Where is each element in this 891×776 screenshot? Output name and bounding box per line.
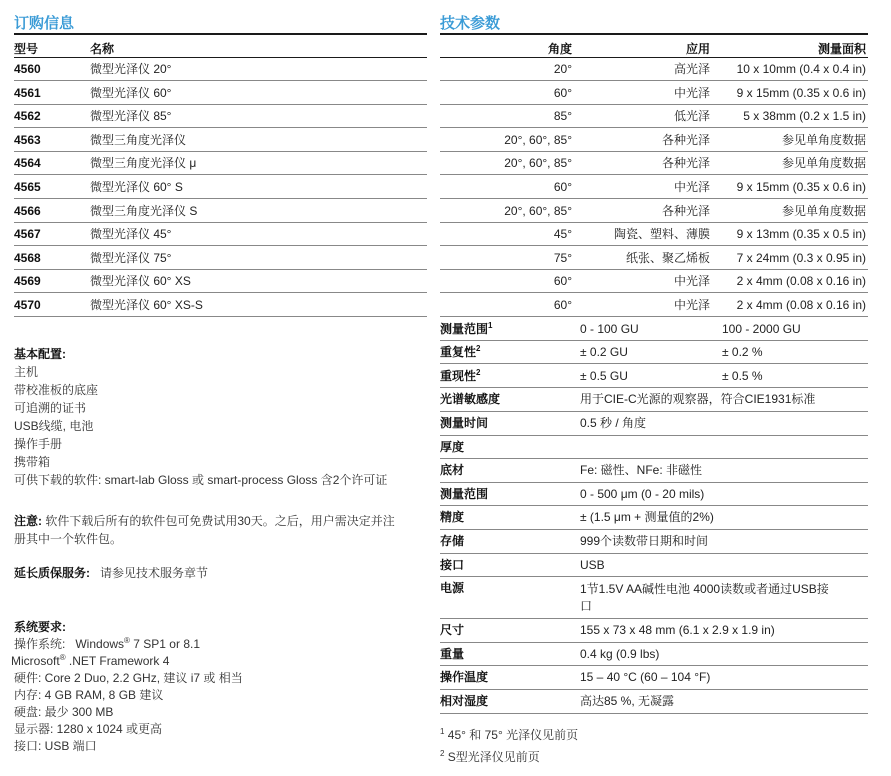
tech-row <box>440 152 868 175</box>
tech-app: 陶瓷、塑料、薄膜 <box>613 227 710 242</box>
order-row <box>14 247 427 270</box>
spec-value: 15 – 40 °C (60 – 104 °F) <box>580 670 711 685</box>
spec-row <box>440 388 868 412</box>
tech-angle: 20°, 60°, 85° <box>504 156 572 171</box>
spec-label: 电源 <box>440 581 465 596</box>
spec-label: 测量范围 <box>440 486 489 501</box>
spec-row <box>440 554 868 578</box>
gu-label: 重复性$^2$ <box>440 344 481 360</box>
tech-angle: 20° <box>553 62 572 76</box>
gu-row <box>440 318 868 341</box>
basic-config-item: 带校准板的底座 <box>14 383 99 397</box>
sysreq-port: 接口: USB 端口 <box>14 739 97 753</box>
spec-label: 测量时间 <box>440 416 489 430</box>
basic-config-item: 可供下载的软件: smart-lab Gloss 或 smart-process Gloss 含2个许可证 <box>14 473 388 487</box>
tech-row <box>440 200 868 223</box>
spec-value: 0.4 kg (0.9 lbs) <box>580 646 660 661</box>
tech-app: 纸张、聚乙烯板 <box>625 250 710 265</box>
tech-row <box>440 105 868 128</box>
order-row <box>14 58 427 81</box>
basic-config-item: USB线缆, 电池 <box>14 419 94 433</box>
order-name: 微型光泽仪 20° <box>90 62 172 76</box>
spec-value: USB <box>580 557 605 572</box>
tech-angle: 75° <box>553 250 572 265</box>
gu-value-1: ± 0.2 GU <box>580 345 628 360</box>
tech-heading-rule <box>440 33 868 35</box>
order-model: 4567 <box>14 227 41 242</box>
tech-row <box>440 270 868 293</box>
basic-config-item: 可追溯的证书 <box>14 401 87 415</box>
tech-app: 高光泽 <box>673 62 710 76</box>
spec-row <box>440 643 868 667</box>
note-block <box>14 512 424 548</box>
spec-value: 0.5 秒 / 角度 <box>580 416 647 430</box>
gu-row <box>440 365 868 388</box>
gu-value-2: ± 0.2 % <box>722 345 763 360</box>
footnote: $^2$ S型光泽仪见前页 <box>440 748 540 764</box>
order-model: 4561 <box>14 85 41 100</box>
tech-row <box>440 129 868 152</box>
spec-label: 尺寸 <box>440 623 465 638</box>
tech-angle: 60° <box>553 274 572 289</box>
tech-app: 中光泽 <box>673 274 710 289</box>
sysreq-framework: Microsoft® .NET Framework 4 <box>11 653 170 668</box>
power-line-2: 口 <box>580 599 593 614</box>
spec-value: ± (1.5 μm + 测量值的2%) <box>580 510 714 525</box>
order-model: 4564 <box>14 156 41 171</box>
tech-area: 9 x 13mm (0.35 x 0.5 in) <box>736 227 866 242</box>
tech-row <box>440 223 868 246</box>
spec-label: 精度 <box>440 510 465 525</box>
spec-row <box>440 506 868 530</box>
spec-label: 厚度 <box>440 439 465 454</box>
order-name: 微型光泽仪 60° XS-S <box>90 298 203 312</box>
tech-app: 中光泽 <box>673 180 710 194</box>
tech-area: 参见单角度数据 <box>781 203 866 218</box>
gu-value-1: ± 0.5 GU <box>580 368 628 383</box>
sysreq-os: 操作系统: Windows® 7 SP1 or 8.1 <box>14 636 200 651</box>
order-model: 4569 <box>14 274 41 289</box>
tech-app: 各种光泽 <box>661 132 710 147</box>
spec-row <box>440 530 868 554</box>
tech-col-app: 应用 <box>685 42 710 56</box>
order-model: 4566 <box>14 203 41 218</box>
note-label: 注意: <box>14 514 42 528</box>
order-row <box>14 223 427 246</box>
tech-angle: 60° <box>553 85 572 100</box>
tech-app: 各种光泽 <box>661 156 710 171</box>
tech-area: 5 x 38mm (0.2 x 1.5 in) <box>743 109 866 124</box>
tech-area: 7 x 24mm (0.3 x 0.95 in) <box>736 250 866 265</box>
gu-label: 测量范围$^1$ <box>440 320 493 336</box>
basic-config-item: 主机 <box>14 365 39 379</box>
note-line-1 <box>14 512 424 530</box>
order-model: 4565 <box>14 180 41 194</box>
order-heading: 订购信息 <box>14 15 75 32</box>
footnote: $^1$ 45° 和 75° 光泽仪见前页 <box>440 726 579 742</box>
order-col-model: 型号 <box>14 42 39 56</box>
order-name: 微型光泽仪 60° XS <box>90 274 191 289</box>
order-row <box>14 270 427 293</box>
tech-row <box>440 82 868 105</box>
order-row <box>14 294 427 317</box>
spec-value-power <box>580 581 866 615</box>
tech-row <box>440 58 868 81</box>
warranty-label: 延长质保服务: <box>14 566 90 580</box>
spec-row <box>440 666 868 690</box>
spec-row <box>440 459 868 483</box>
tech-row <box>440 247 868 270</box>
sysreq-display: 显示器: 1280 x 1024 或更高 <box>14 722 163 736</box>
tech-col-area: 测量面积 <box>817 42 866 56</box>
warranty-block <box>14 564 424 582</box>
spec-value: 用于CIE-C光源的观察器，符合CIE1931标准 <box>580 392 816 407</box>
order-name: 微型光泽仪 45° <box>90 227 172 242</box>
spec-row <box>440 436 868 460</box>
order-name: 微型三角度光泽仪 S <box>90 203 198 218</box>
order-name: 微型光泽仪 60° <box>90 85 172 100</box>
tech-row <box>440 176 868 199</box>
spec-value: 0 - 500 μm (0 - 20 mils) <box>580 486 705 501</box>
tech-area: 9 x 15mm (0.35 x 0.6 in) <box>736 85 866 100</box>
spec-value: Fe: 磁性、NFe: 非磁性 <box>580 463 703 478</box>
order-name: 微型光泽仪 60° S <box>90 180 183 194</box>
gu-value-2: 100 - 2000 GU <box>722 321 801 336</box>
order-model: 4568 <box>14 250 41 265</box>
order-row <box>14 176 427 199</box>
order-name: 微型三角度光泽仪 μ <box>90 156 197 171</box>
tech-angle: 60° <box>553 298 572 312</box>
spec-row <box>440 690 868 714</box>
tech-app: 中光泽 <box>673 298 710 312</box>
tech-area: 参见单角度数据 <box>781 156 866 171</box>
warranty-text: 请参见技术服务章节 <box>100 566 209 580</box>
order-model: 4563 <box>14 132 41 147</box>
tech-angle: 20°, 60°, 85° <box>504 132 572 147</box>
order-heading-rule <box>14 33 427 35</box>
tech-angle: 20°, 60°, 85° <box>504 203 572 218</box>
spec-col-gap <box>576 436 580 459</box>
note-text-2: 册其中一个软件包。 <box>14 532 123 546</box>
order-row <box>14 105 427 128</box>
spec-label: 存储 <box>440 534 465 548</box>
sysreq-memory: 内存: 4 GB RAM, 8 GB 建议 <box>14 688 164 702</box>
tech-area: 9 x 15mm (0.35 x 0.6 in) <box>736 180 866 194</box>
tech-heading: 技术参数 <box>440 15 501 32</box>
order-model: 4560 <box>14 62 41 76</box>
order-name: 微型光泽仪 75° <box>90 250 172 265</box>
order-model: 4570 <box>14 298 41 312</box>
tech-row <box>440 294 868 317</box>
order-model: 4562 <box>14 109 41 124</box>
spec-value: 999个读数带日期和时间 <box>580 534 709 548</box>
order-row <box>14 152 427 175</box>
sysreq-disk: 硬盘: 最少 300 MB <box>14 705 114 719</box>
sysreq-block <box>11 619 424 755</box>
footnote-number: 2 <box>440 748 445 758</box>
footnote-number: 1 <box>440 726 445 736</box>
order-name: 微型光泽仪 85° <box>90 109 172 124</box>
tech-angle: 85° <box>553 109 572 124</box>
spec-row <box>440 412 868 436</box>
spec-value: 155 x 73 x 48 mm (6.1 x 2.9 x 1.9 in) <box>580 623 775 638</box>
spec-label: 底材 <box>440 463 465 478</box>
tech-col-angle: 角度 <box>547 42 572 56</box>
spec-label: 相对湿度 <box>440 694 489 708</box>
order-row <box>14 200 427 223</box>
tech-area: 2 x 4mm (0.08 x 0.16 in) <box>736 274 866 289</box>
spec-label: 光谱敏感度 <box>440 392 501 407</box>
gu-row <box>440 341 868 364</box>
note-text-1: 软件下载后所有的软件包可免费试用30天。之后，用户需决定并注 <box>45 514 395 528</box>
tech-area: 参见单角度数据 <box>781 132 866 147</box>
gu-value-2: ± 0.5 % <box>722 368 763 383</box>
order-name: 微型三角度光泽仪 <box>90 132 187 147</box>
sysreq-title: 系统要求: <box>14 620 66 634</box>
order-row <box>14 82 427 105</box>
gu-value-1: 0 - 100 GU <box>580 321 639 336</box>
tech-area: 10 x 10mm (0.4 x 0.4 in) <box>736 62 866 76</box>
sysreq-hardware: 硬件: Core 2 Duo, 2.2 GHz, 建议 i7 或 相当 <box>14 671 243 685</box>
spec-label: 操作温度 <box>440 670 489 685</box>
gu-label: 重现性$^2$ <box>440 367 481 383</box>
basic-config-item: 操作手册 <box>14 437 63 451</box>
basic-config-item: 携带箱 <box>14 455 51 469</box>
spec-label: 重量 <box>440 646 465 661</box>
tech-angle: 45° <box>553 227 572 242</box>
spec-value: 高达85 %, 无凝露 <box>580 694 675 708</box>
order-col-name: 名称 <box>90 42 115 56</box>
basic-config-title: 基本配置: <box>14 347 66 361</box>
tech-area: 2 x 4mm (0.08 x 0.16 in) <box>736 298 866 312</box>
spec-row-power <box>440 577 868 619</box>
order-row <box>14 129 427 152</box>
power-line-1: 1节1.5V AA碱性电池 4000读数或者通过USB接 <box>580 582 829 597</box>
tech-app: 各种光泽 <box>661 203 710 218</box>
tech-app: 低光泽 <box>673 109 710 124</box>
spec-row <box>440 483 868 507</box>
spec-label: 接口 <box>440 557 465 572</box>
tech-app: 中光泽 <box>673 85 710 100</box>
tech-angle: 60° <box>553 180 572 194</box>
spec-row <box>440 619 868 643</box>
basic-config <box>14 345 424 489</box>
